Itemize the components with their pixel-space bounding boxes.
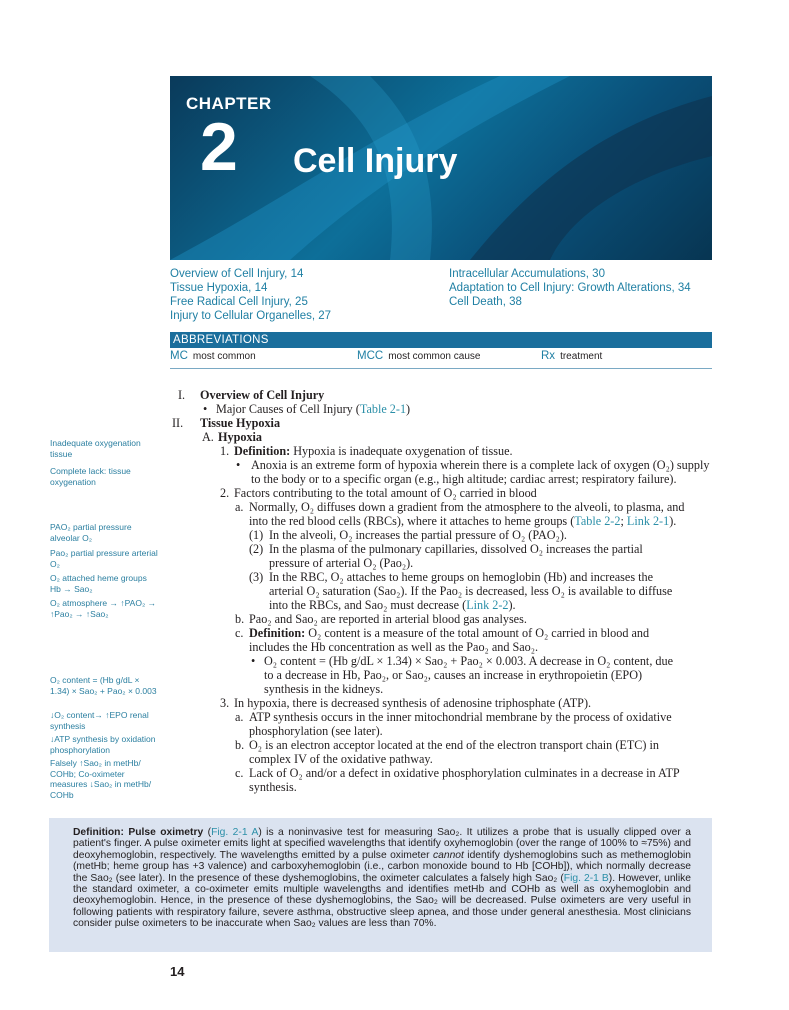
abbreviations-heading: ABBREVIATIONS <box>173 334 269 346</box>
toc-item[interactable]: Free Radical Cell Injury, 25 <box>170 296 308 308</box>
outline-line: into the RBCs, and Sao₂ must decrease (Link 2-2). <box>269 598 516 612</box>
margin-note: Inadequate oxygenation tissue <box>50 438 141 459</box>
outline-line: b. O₂ is an electron acceptor located at the end of the electron transport chain (ETC) in <box>235 738 659 752</box>
outline-subheading: A. Hypoxia <box>202 430 263 444</box>
outline-line: 1. Definition: Hypoxia is inadequate oxygenation of tissue. <box>220 444 513 458</box>
outline-body <box>170 388 715 794</box>
toc-item[interactable]: Adaptation to Cell Injury: Growth Alterations, 34 <box>449 282 691 294</box>
margin-note: O₂ attached heme groups Hb → Sao₂ <box>50 573 147 594</box>
toc-item[interactable]: Injury to Cellular Organelles, 27 <box>170 310 332 322</box>
definition-text: Definition: Pulse oximetry (Fig. 2-1 A) is a noninvasive test for measuring Sao₂. It utilizes a probe that is usually clipped over a patient's finger. A pulse oximeter emits light at specified wavelengths that identify oxyhemoglobin (over the range of 100% to ≈75%) and deoxyhemoglobin, respectively. The wavelengths emitted by a pulse oximeter cannot identify dyshemoglobins such as methemoglobin (metHb; heme group has +3 valence) and carboxyhemoglobin (i.e., carbon monoxide bound to Hb [COHb]), which normally decrease the Sao₂ (see later). In the presence of these dyshemoglobins, the oximeter calculates a falsely high Sao₂ (Fig. 2-1 B). However, unlike the standard oximeter, a co-oximeter emits multiple wavelengths and identifies metHb and COHb as well as oxyhemoglobin and deoxyhemoglobin. Hence, in the presence of these dyshemoglobins, the Sao₂ will be decreased. Pulse oximeters are very useful in following patients with respiratory failure, severe asthma, obstructive sleep apnea, and those under general anesthesia. Most clinicians consider pulse oximeters to be inaccurate when Sao₂ values are less than 70%. <box>73 827 692 930</box>
margin-note: PAO₂ partial pressure alveolar O₂ <box>50 522 132 543</box>
outline-line: includes the Hb concentration as well as the Pao₂ and Sao₂. <box>249 640 539 654</box>
outline-line: to the body or to a specific organ (e.g., high altitude; cardiac arrest; respiratory failure). <box>251 472 677 486</box>
outline-line: (2) In the plasma of the pulmonary capillaries, dissolved O₂ increases the partial <box>249 542 643 556</box>
figure-link[interactable]: Link 2-1 <box>626 514 670 528</box>
margin-note: Pao₂ partial pressure arterial O₂ <box>50 548 158 569</box>
margin-note: Complete lack: tissue oxygenation <box>50 466 131 487</box>
abbreviation-key: Rx <box>541 350 556 362</box>
abbreviation-key: MC <box>170 350 188 362</box>
toc-item[interactable]: Tissue Hypoxia, 14 <box>170 282 268 294</box>
outline-line: b. Pao₂ and Sao₂ are reported in arterial blood gas analyses. <box>235 612 527 626</box>
margin-note: O₂ content = (Hb g/dL × 1.34) × Sao₂ + Pao₂ × 0.003 <box>50 675 157 696</box>
figure-link[interactable]: Fig. 2-1 B <box>563 872 609 884</box>
abbreviation-item <box>170 348 256 365</box>
outline-line: synthesis in the kidneys. <box>264 682 384 696</box>
margin-note: O₂ atmosphere → ↑PAO₂ → ↑Pao₂ → ↑Sao₂ <box>50 598 157 619</box>
outline-line: • O₂ content = (Hb g/dL × 1.34) × Sao₂ + Pao₂ × 0.003. A decrease in O₂ content, due <box>251 654 674 668</box>
abbreviation-item <box>357 348 480 365</box>
outline-line: pressure of arterial O₂ (Pao₂). <box>269 556 414 570</box>
outline-line: arterial O₂ saturation (Sao₂). If the Pao₂ is decreased, less O₂ is available to diffuse <box>269 584 673 598</box>
toc-item[interactable]: Cell Death, 38 <box>449 296 522 308</box>
outline-line: 3. In hypoxia, there is decreased synthesis of adenosine triphosphate (ATP). <box>220 696 592 710</box>
outline-line: complex IV of the oxidative pathway. <box>249 752 433 766</box>
chapter-title: Cell Injury <box>293 142 458 180</box>
toc-right-column <box>449 267 691 309</box>
chapter-number: 2 <box>200 109 238 185</box>
outline-line: (3) In the RBC, O₂ attaches to heme groups on hemoglobin (Hb) and increases the <box>249 570 654 584</box>
abbreviations-row <box>170 348 712 369</box>
outline-line: phosphorylation (see later). <box>249 724 383 738</box>
toc-left-column <box>170 267 331 323</box>
toc-item[interactable]: Overview of Cell Injury, 14 <box>170 268 304 280</box>
outline-line: • Major Causes of Cell Injury (Table 2-1) <box>203 402 411 416</box>
margin-note: ↓ATP synthesis by oxidation phosphorylation <box>50 734 156 755</box>
abbreviation-meaning: treatment <box>560 351 603 362</box>
abbreviation-meaning: most common cause <box>388 351 481 362</box>
figure-link[interactable]: Fig. 2-1 A <box>211 827 259 838</box>
outline-line: 2. Factors contributing to the total amount of O₂ carried in blood <box>220 486 537 500</box>
figure-link[interactable]: Link 2-2 <box>466 598 509 612</box>
outline-line: • Anoxia is an extreme form of hypoxia wherein there is a complete lack of oxygen (O₂) supply <box>236 458 710 472</box>
outline-line: synthesis. <box>249 780 297 794</box>
table-link[interactable]: Table 2-1 <box>359 402 407 416</box>
chapter-label: CHAPTER <box>186 94 272 113</box>
outline-line: a. ATP synthesis occurs in the inner mitochondrial membrane by the process of oxidative <box>235 710 672 724</box>
outline-line: c. Definition: O₂ content is a measure of the total amount of O₂ carried in blood and <box>235 626 650 640</box>
outline-line: into the red blood cells (RBCs), where it attaches to heme groups (Table 2-2; Link 2-1). <box>249 514 677 528</box>
margin-note: ↓O₂ content→ ↑EPO renal synthesis <box>50 710 149 731</box>
outline-line: c. Lack of O₂ and/or a defect in oxidative phosphorylation culminates in a decrease in ATP <box>235 766 680 780</box>
outline-heading: I. Overview of Cell Injury <box>178 388 325 402</box>
abbreviations-heading-bar <box>170 332 712 348</box>
outline-heading: II. Tissue Hypoxia <box>172 416 281 430</box>
definition-lead: Definition: Pulse oximetry <box>73 827 204 838</box>
toc-item[interactable]: Intracellular Accumulations, 30 <box>449 268 605 280</box>
abbreviation-item <box>541 348 602 365</box>
table-link[interactable]: Table 2-2 <box>574 514 621 528</box>
margin-note: Falsely ↑Sao₂ in metHb/ COHb; Co-oximeter measures ↓Sao₂ in metHb/ COHb <box>50 758 152 800</box>
outline-line: to a decrease in Hb, Pao₂, or Sao₂, causes an increase in erythropoietin (EPO) <box>264 668 643 682</box>
outline-line: a. Normally, O₂ diffuses down a gradient from the atmosphere to the alveoli, to plasma, and <box>235 500 685 514</box>
outline-line: (1) In the alveoli, O₂ increases the partial pressure of O₂ (PAO₂). <box>249 528 567 542</box>
page-number: 14 <box>170 964 185 979</box>
abbreviation-key: MCC <box>357 350 384 362</box>
abbreviation-meaning: most common <box>192 351 256 362</box>
